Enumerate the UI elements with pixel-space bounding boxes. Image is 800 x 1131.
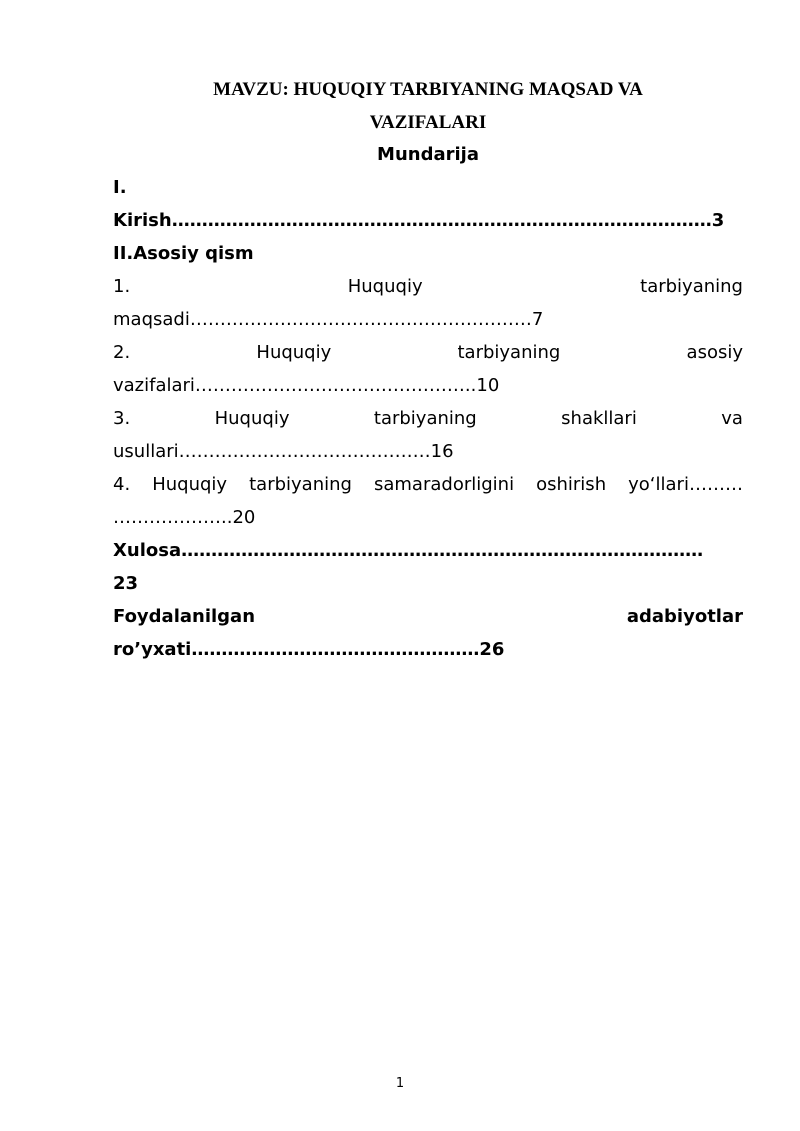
toc-item-1	[113, 270, 743, 303]
toc-item-4-word: 4.	[113, 474, 131, 495]
toc-references	[113, 600, 743, 633]
toc-intro-entry: Kirish………………………………………………………………………………3	[113, 210, 725, 231]
toc-item-1-word: 1.	[113, 276, 131, 297]
toc-intro-numeral: I.	[113, 177, 127, 198]
toc-item-3-word: va	[721, 408, 743, 429]
page-number: 1	[395, 1076, 405, 1091]
title-line-1: MAVZU: HUQUQIY TARBIYANING MAQSAD VA	[213, 79, 643, 100]
toc-heading: Mundarija	[377, 144, 479, 165]
toc-item-3-word: shakllari	[561, 408, 637, 429]
toc-item-2	[113, 336, 743, 369]
toc-item-1-word: Huquqiy	[347, 276, 423, 297]
toc-item-2-word: tarbiyaning	[457, 342, 561, 363]
toc-item-4	[113, 468, 743, 501]
toc-item-2-word: 2.	[113, 342, 131, 363]
toc-item-4-word: samaradorligini	[373, 474, 515, 495]
toc-item-1-word: tarbiyaning	[640, 276, 743, 297]
document-title	[113, 73, 743, 139]
toc-conclusion-page: 23	[113, 573, 139, 594]
toc-references-continuation: ro’yxati…………………………………………26	[113, 639, 505, 660]
toc-item-3-word: 3.	[113, 408, 131, 429]
toc-item-3-word: tarbiyaning	[373, 408, 477, 429]
toc-item-4-word: Huquqiy	[152, 474, 228, 495]
toc-item-4-word: yo‘llari………	[628, 474, 743, 495]
toc-item-4-word: oshirish	[536, 474, 607, 495]
toc-item-3-continuation: usullari……………………………………16	[113, 441, 454, 462]
toc-item-2-word: asosiy	[686, 342, 743, 363]
toc-item-4-continuation: ………………..20	[113, 507, 256, 528]
toc-item-3	[113, 402, 743, 435]
title-line-2: VAZIFALARI	[369, 112, 487, 133]
toc-conclusion-entry: Xulosa……………………………………………………………………………	[113, 540, 704, 561]
toc-main-part: II.Asosiy qism	[113, 243, 254, 264]
toc-item-2-continuation: vazifalari………………………………………..10	[113, 375, 500, 396]
toc-item-1-continuation: maqsadi…………………………………………………7	[113, 309, 544, 330]
toc-references-word: Foydalanilgan	[113, 606, 256, 627]
toc-item-4-word: tarbiyaning	[249, 474, 352, 495]
toc-item-2-word: Huquqiy	[256, 342, 332, 363]
toc-item-3-word: Huquqiy	[214, 408, 290, 429]
toc-references-word: adabiyotlar	[626, 606, 743, 627]
